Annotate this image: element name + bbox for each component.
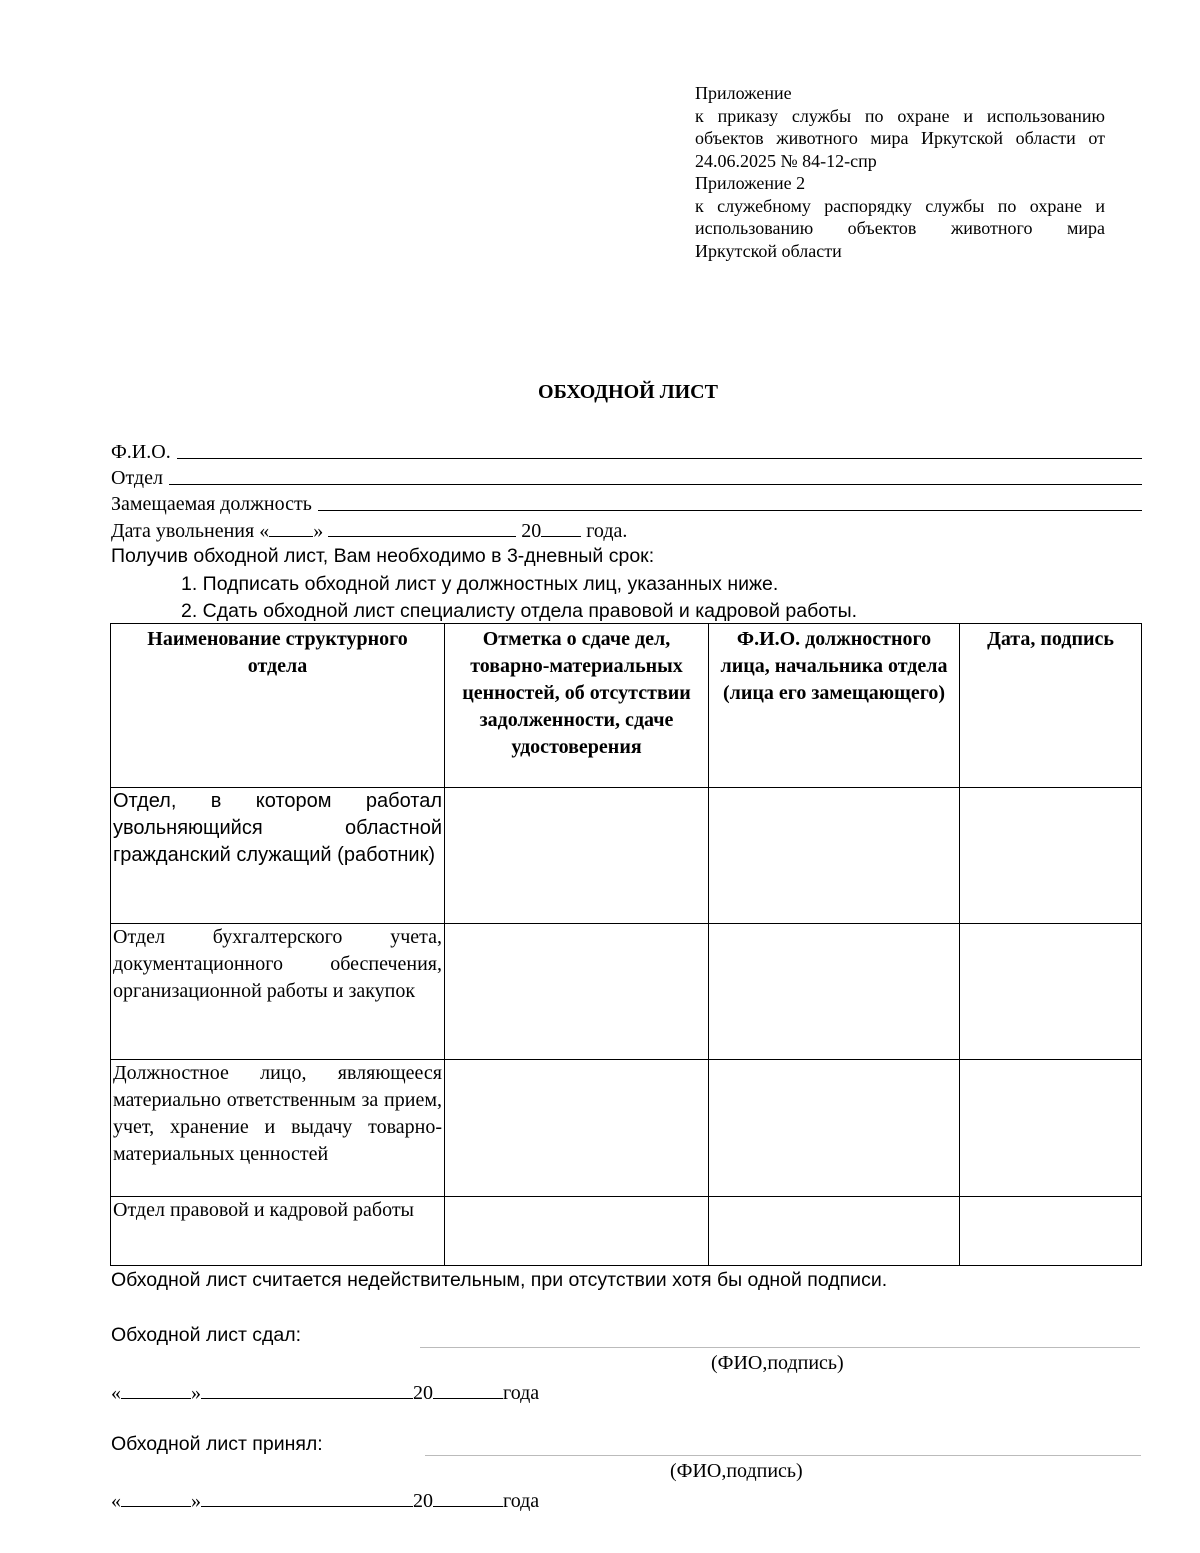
year-prefix: 20 bbox=[521, 520, 542, 542]
appendix-line: использованию объектов животного мира bbox=[695, 218, 1105, 238]
appendix-line: Приложение 2 bbox=[695, 173, 806, 193]
year-prefix: 20 bbox=[413, 1490, 433, 1512]
appendix-line: Иркутской области bbox=[695, 240, 842, 261]
table-row bbox=[111, 924, 1142, 1060]
dismissal-date-field[interactable] bbox=[111, 517, 627, 543]
year-blank[interactable] bbox=[433, 1379, 503, 1399]
table-header-row bbox=[111, 624, 1142, 788]
year-suffix: года bbox=[503, 1490, 540, 1512]
day-blank[interactable] bbox=[121, 1379, 191, 1399]
fio-label: Ф.И.О. bbox=[111, 441, 171, 463]
quote-close: » bbox=[191, 1490, 201, 1512]
signature-cell[interactable] bbox=[960, 924, 1142, 1060]
mark-cell[interactable] bbox=[445, 788, 709, 924]
appendix-line: 24.06.2025 № 84-12-спр bbox=[695, 150, 877, 171]
row-label: Отдел правовой и кадровой работы bbox=[111, 1197, 445, 1266]
year-suffix: года bbox=[503, 1382, 540, 1404]
handed-date-field[interactable] bbox=[111, 1379, 539, 1405]
signature-caption: (ФИО,подпись) bbox=[711, 1352, 844, 1374]
row-label: Должностное лицо, являющееся материально ответственным за прием, учет, хранение и выдачу товарно-материальных ценностей bbox=[111, 1060, 445, 1197]
year-blank[interactable] bbox=[541, 517, 581, 537]
signature-caption: (ФИО,подпись) bbox=[670, 1460, 803, 1482]
official-cell[interactable] bbox=[709, 1060, 960, 1197]
quote-open: « bbox=[111, 1382, 121, 1404]
table-row bbox=[111, 788, 1142, 924]
day-blank[interactable] bbox=[269, 517, 313, 537]
mark-cell[interactable] bbox=[445, 924, 709, 1060]
position-underline[interactable] bbox=[318, 510, 1142, 511]
year-blank[interactable] bbox=[433, 1487, 503, 1507]
instruction-item: 1. Подписать обходной лист у должностных лиц, указанных ниже. bbox=[181, 573, 779, 595]
department-underline[interactable] bbox=[169, 484, 1142, 485]
department-field[interactable] bbox=[111, 464, 1142, 490]
position-field[interactable] bbox=[111, 490, 1142, 516]
handed-label: Обходной лист сдал: bbox=[111, 1324, 302, 1346]
received-signature-line[interactable] bbox=[425, 1455, 1141, 1456]
month-blank[interactable] bbox=[201, 1487, 413, 1507]
validity-note: Обходной лист считается недействительным, при отсутствии хотя бы одной подписи. bbox=[111, 1269, 888, 1291]
signature-cell[interactable] bbox=[960, 788, 1142, 924]
signature-cell[interactable] bbox=[960, 1060, 1142, 1197]
mark-cell[interactable] bbox=[445, 1197, 709, 1266]
day-blank[interactable] bbox=[121, 1487, 191, 1507]
position-label: Замещаемая должность bbox=[111, 493, 312, 515]
quote-close: » bbox=[313, 520, 324, 542]
quote-open: « bbox=[111, 1490, 121, 1512]
row-label: Отдел бухгалтерского учета, документационного обеспечения, организационной работы и закупок bbox=[111, 924, 445, 1060]
year-prefix: 20 bbox=[413, 1382, 433, 1404]
column-header: Наименование структурного отдела bbox=[111, 624, 445, 788]
table-row bbox=[111, 1197, 1142, 1266]
official-cell[interactable] bbox=[709, 924, 960, 1060]
month-blank[interactable] bbox=[328, 517, 516, 537]
appendix-line: Приложение bbox=[695, 83, 792, 103]
mark-cell[interactable] bbox=[445, 1060, 709, 1197]
instruction-item: 2. Сдать обходной лист специалисту отдела правовой и кадровой работы. bbox=[181, 600, 858, 622]
column-header: Отметка о сдаче дел, товарно-материальных ценностей, об отсутствии задолженности, сдаче удостоверения bbox=[445, 624, 709, 788]
signature-cell[interactable] bbox=[960, 1197, 1142, 1266]
official-cell[interactable] bbox=[709, 788, 960, 924]
table-row bbox=[111, 1060, 1142, 1197]
received-label: Обходной лист принял: bbox=[111, 1433, 323, 1455]
appendix-block bbox=[695, 82, 1105, 262]
year-suffix: года. bbox=[586, 520, 628, 542]
handed-signature-line[interactable] bbox=[420, 1347, 1140, 1348]
appendix-line: к приказу службы по охране и использованию bbox=[695, 105, 1105, 126]
appendix-line: к служебному распорядку службы по охране и bbox=[695, 195, 1105, 216]
document-title: ОБХОДНОЙ ЛИСТ bbox=[538, 381, 718, 403]
received-date-field[interactable] bbox=[111, 1487, 539, 1513]
row-label: Отдел, в котором работал увольняющийся областной гражданский служащий (работник) bbox=[111, 788, 445, 924]
instructions-intro: Получив обходной лист, Вам необходимо в 3-дневный срок: bbox=[111, 545, 655, 567]
column-header: Ф.И.О. должностного лица, начальника отдела (лица его замещающего) bbox=[709, 624, 960, 788]
dismissal-date-label: Дата увольнения « bbox=[111, 520, 270, 542]
checklist-table bbox=[110, 623, 1142, 1266]
month-blank[interactable] bbox=[201, 1379, 413, 1399]
department-label: Отдел bbox=[111, 467, 163, 489]
fio-field[interactable] bbox=[111, 438, 1142, 464]
quote-close: » bbox=[191, 1382, 201, 1404]
appendix-line: объектов животного мира Иркутской области от bbox=[695, 128, 1105, 148]
column-header: Дата, подпись bbox=[960, 624, 1142, 788]
fio-underline[interactable] bbox=[177, 458, 1142, 459]
official-cell[interactable] bbox=[709, 1197, 960, 1266]
